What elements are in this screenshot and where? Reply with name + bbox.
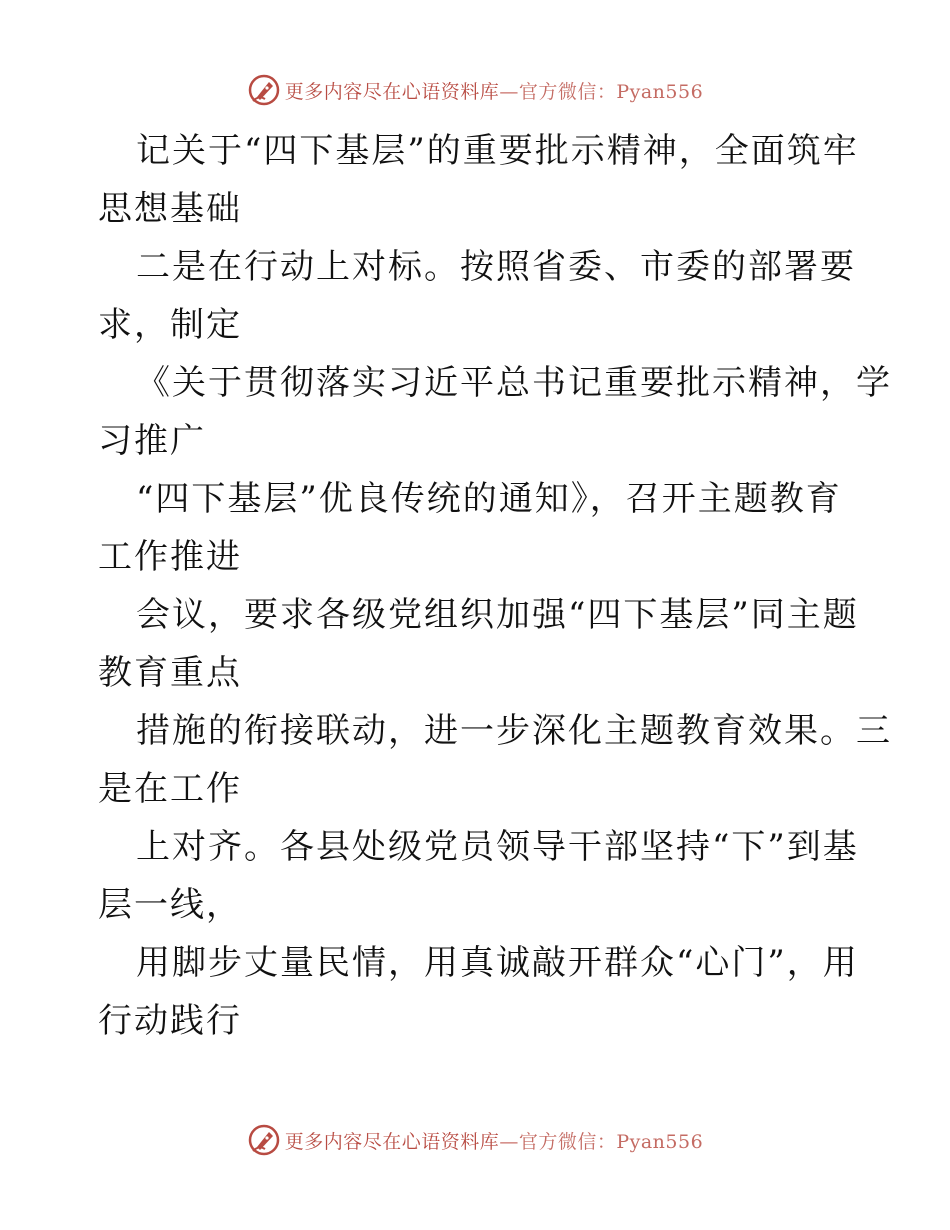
text-line: 二是在行动上对标。按照省委、市委的部署要	[136, 247, 856, 287]
pen-nib-logo-icon	[247, 1123, 281, 1157]
text-line: 思想基础	[98, 189, 242, 229]
footer-banner-text	[285, 1127, 703, 1154]
pen-nib-logo-icon	[247, 73, 281, 107]
text-line: 用脚步丈量民情，用真诚敲开群众“心门”，用	[136, 943, 859, 983]
header-banner-text	[285, 77, 703, 104]
text-line: 习推广	[98, 421, 206, 461]
header-site-name: 更多内容尽在心语资料库	[284, 80, 500, 103]
text-line: 《关于贯彻落实习近平总书记重要批示精神，学	[136, 363, 892, 403]
header-wechat-label: 官方微信：	[518, 80, 617, 103]
text-line: 工作推进	[98, 537, 242, 577]
page-header-banner	[0, 72, 950, 108]
text-line: 会议，要求各级党组织加强“四下基层”同主题	[136, 595, 859, 635]
footer-wechat-id: Pyan556	[616, 1130, 704, 1153]
footer-dash: —	[499, 1130, 519, 1153]
text-line: 教育重点	[98, 653, 242, 693]
text-line: 记关于“四下基层”的重要批示精神，全面筑牢	[136, 131, 859, 171]
text-line: 是在工作	[98, 769, 242, 809]
text-line: “四下基层”优良传统的通知》，召开主题教育	[136, 479, 842, 519]
text-line: 上对齐。各县处级党员领导干部坚持“下”到基	[136, 827, 859, 867]
text-line: 层一线，	[98, 885, 242, 925]
text-line: 行动践行	[98, 1001, 242, 1041]
text-line: 求，制定	[98, 305, 242, 345]
document-body	[98, 122, 892, 1050]
header-wechat-id: Pyan556	[616, 80, 704, 103]
page-footer-banner	[0, 1122, 950, 1158]
footer-wechat-label: 官方微信：	[518, 1130, 617, 1153]
footer-site-name: 更多内容尽在心语资料库	[284, 1130, 500, 1153]
header-dash: —	[499, 80, 519, 103]
text-line: 措施的衔接联动，进一步深化主题教育效果。三	[136, 711, 892, 751]
